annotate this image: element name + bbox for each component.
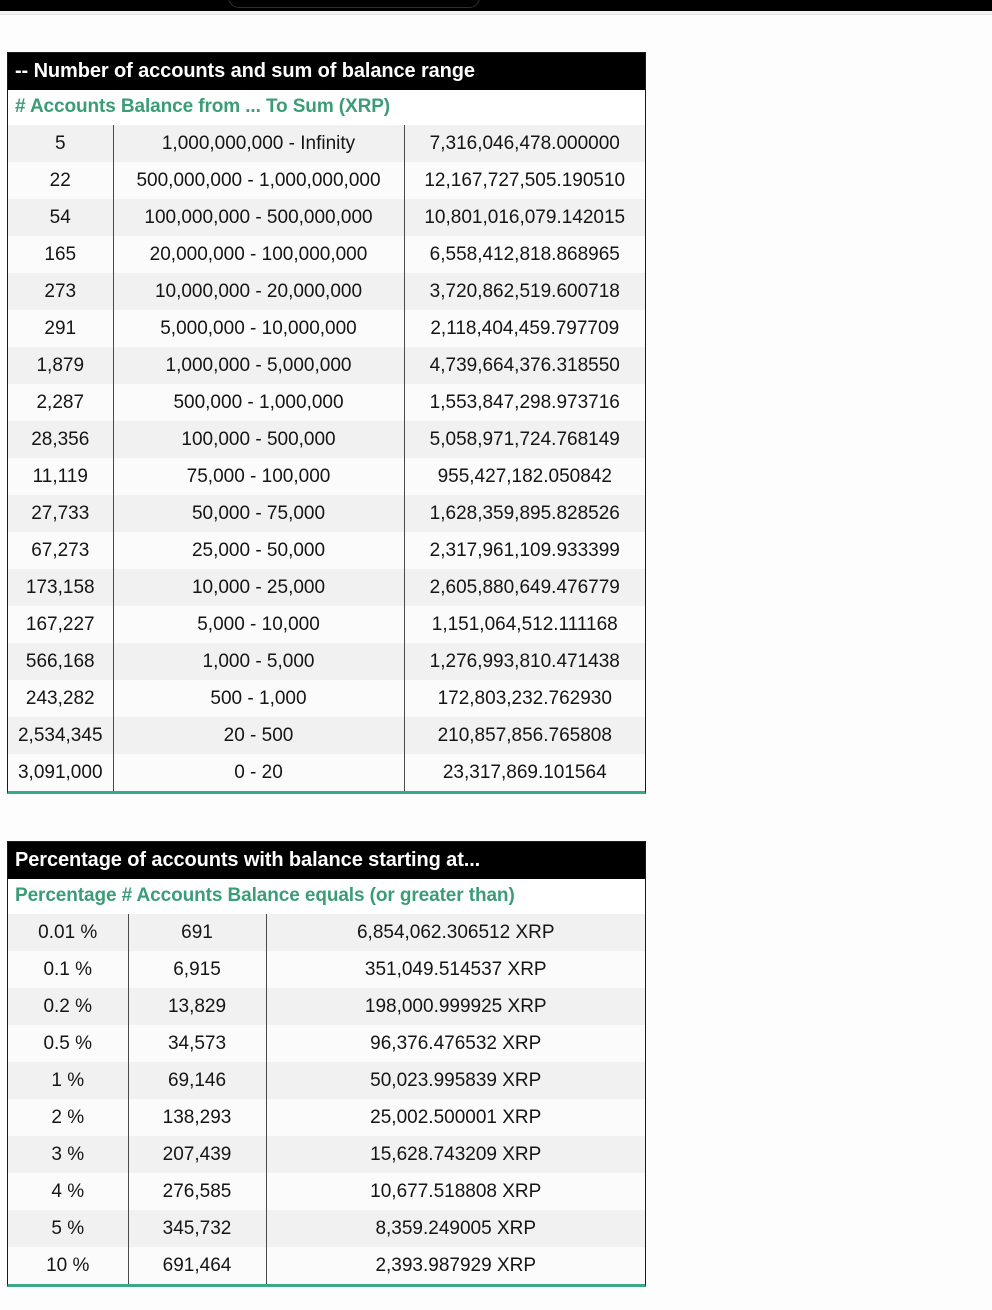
percentage-table-grid: [8, 914, 645, 1284]
table-row: [8, 606, 645, 643]
table-cell-col3: 351,049.514537 XRP: [266, 951, 645, 988]
accounts-balance-table: [7, 52, 646, 794]
accounts-table-grid: [8, 125, 645, 791]
table-cell-col3: 2,605,880,649.476779: [404, 569, 645, 606]
table-cell-col2: 20 - 500: [113, 717, 404, 754]
table-cell-col2: 1,000,000 - 5,000,000: [113, 347, 404, 384]
table-cell-col3: 1,553,847,298.973716: [404, 384, 645, 421]
accounts-table-column-headers: # Accounts Balance from ... To Sum (XRP): [8, 90, 645, 125]
address-bar-pill[interactable]: [228, 0, 480, 8]
table-cell-col2: 10,000 - 25,000: [113, 569, 404, 606]
table-cell-col3: 10,677.518808 XRP: [266, 1173, 645, 1210]
table-row: [8, 310, 645, 347]
table-cell-col1: 22: [8, 162, 113, 199]
table-cell-col1: 0.01 %: [8, 914, 128, 951]
table-row: [8, 236, 645, 273]
table-row: [8, 914, 645, 951]
table-cell-col1: 566,168: [8, 643, 113, 680]
table-cell-col1: 2,287: [8, 384, 113, 421]
table-row: [8, 125, 645, 162]
table-row: [8, 1247, 645, 1284]
table-cell-col1: 5: [8, 125, 113, 162]
table-row: [8, 1210, 645, 1247]
table-cell-col2: 500,000 - 1,000,000: [113, 384, 404, 421]
table-cell-col2: 75,000 - 100,000: [113, 458, 404, 495]
table-cell-col3: 6,854,062.306512 XRP: [266, 914, 645, 951]
table-cell-col1: 273: [8, 273, 113, 310]
table-cell-col3: 50,023.995839 XRP: [266, 1062, 645, 1099]
table-cell-col3: 96,376.476532 XRP: [266, 1025, 645, 1062]
table-cell-col1: 4 %: [8, 1173, 128, 1210]
table-row: [8, 1062, 645, 1099]
table-cell-col3: 10,801,016,079.142015: [404, 199, 645, 236]
table-cell-col3: 198,000.999925 XRP: [266, 988, 645, 1025]
table-cell-col1: 173,158: [8, 569, 113, 606]
table-cell-col1: 28,356: [8, 421, 113, 458]
table-cell-col1: 11,119: [8, 458, 113, 495]
table-cell-col2: 500,000,000 - 1,000,000,000: [113, 162, 404, 199]
table-cell-col2: 50,000 - 75,000: [113, 495, 404, 532]
table-cell-col2: 138,293: [128, 1099, 266, 1136]
table-row: [8, 643, 645, 680]
table-row: [8, 273, 645, 310]
table-cell-col2: 34,573: [128, 1025, 266, 1062]
table-row: [8, 1173, 645, 1210]
table-cell-col2: 207,439: [128, 1136, 266, 1173]
table-cell-col1: 27,733: [8, 495, 113, 532]
table-cell-col1: 291: [8, 310, 113, 347]
table-cell-col3: 210,857,856.765808: [404, 717, 645, 754]
table-cell-col1: 0.1 %: [8, 951, 128, 988]
table-cell-col3: 2,393.987929 XRP: [266, 1247, 645, 1284]
table-row: [8, 951, 645, 988]
table-row: [8, 569, 645, 606]
table-cell-col2: 6,915: [128, 951, 266, 988]
table-cell-col3: 25,002.500001 XRP: [266, 1099, 645, 1136]
table-cell-col1: 54: [8, 199, 113, 236]
table-cell-col1: 0.5 %: [8, 1025, 128, 1062]
table-row: [8, 199, 645, 236]
table-cell-col1: 165: [8, 236, 113, 273]
table-cell-col3: 6,558,412,818.868965: [404, 236, 645, 273]
table-cell-col1: 243,282: [8, 680, 113, 717]
table-row: [8, 532, 645, 569]
table-cell-col2: 345,732: [128, 1210, 266, 1247]
table-cell-col1: 2,534,345: [8, 717, 113, 754]
table-cell-col3: 172,803,232.762930: [404, 680, 645, 717]
table-cell-col3: 1,628,359,895.828526: [404, 495, 645, 532]
table-cell-col1: 5 %: [8, 1210, 128, 1247]
percentage-table-column-headers: Percentage # Accounts Balance equals (or greater than): [8, 879, 645, 914]
table-row: [8, 347, 645, 384]
table-cell-col3: 1,151,064,512.111168: [404, 606, 645, 643]
browser-chrome-bar: [0, 0, 992, 11]
table-cell-col1: 2 %: [8, 1099, 128, 1136]
table-row: [8, 384, 645, 421]
table-cell-col3: 2,118,404,459.797709: [404, 310, 645, 347]
table-cell-col2: 0 - 20: [113, 754, 404, 791]
table-row: [8, 1136, 645, 1173]
table-cell-col2: 691: [128, 914, 266, 951]
table-cell-col2: 20,000,000 - 100,000,000: [113, 236, 404, 273]
table-cell-col3: 955,427,182.050842: [404, 458, 645, 495]
table-cell-col1: 67,273: [8, 532, 113, 569]
table-row: [8, 495, 645, 532]
table-cell-col2: 691,464: [128, 1247, 266, 1284]
percentage-table-body: [8, 914, 645, 1284]
table-cell-col3: 2,317,961,109.933399: [404, 532, 645, 569]
table-cell-col1: 1,879: [8, 347, 113, 384]
table-cell-col2: 500 - 1,000: [113, 680, 404, 717]
table-cell-col1: 0.2 %: [8, 988, 128, 1025]
table-row: [8, 1099, 645, 1136]
table-cell-col2: 69,146: [128, 1062, 266, 1099]
table-cell-col2: 100,000 - 500,000: [113, 421, 404, 458]
table-row: [8, 754, 645, 791]
table-cell-col3: 7,316,046,478.000000: [404, 125, 645, 162]
table-row: [8, 680, 645, 717]
table-row: [8, 458, 645, 495]
table-cell-col3: 12,167,727,505.190510: [404, 162, 645, 199]
table-cell-col3: 3,720,862,519.600718: [404, 273, 645, 310]
percentage-table-caption: Percentage of accounts with balance starting at...: [8, 842, 645, 879]
table-cell-col1: 3 %: [8, 1136, 128, 1173]
table-cell-col2: 100,000,000 - 500,000,000: [113, 199, 404, 236]
table-cell-col3: 15,628.743209 XRP: [266, 1136, 645, 1173]
table-cell-col2: 276,585: [128, 1173, 266, 1210]
table-cell-col2: 1,000 - 5,000: [113, 643, 404, 680]
accounts-table-body: [8, 125, 645, 791]
table-cell-col1: 167,227: [8, 606, 113, 643]
table-row: [8, 988, 645, 1025]
accounts-table-caption: -- Number of accounts and sum of balance range: [8, 53, 645, 90]
page-content: [0, 15, 992, 1310]
percentage-distribution-table: [7, 841, 646, 1287]
table-row: [8, 717, 645, 754]
table-cell-col3: 23,317,869.101564: [404, 754, 645, 791]
table-row: [8, 162, 645, 199]
table-cell-col2: 1,000,000,000 - Infinity: [113, 125, 404, 162]
table-cell-col2: 10,000,000 - 20,000,000: [113, 273, 404, 310]
table-cell-col2: 13,829: [128, 988, 266, 1025]
table-row: [8, 1025, 645, 1062]
table-cell-col2: 25,000 - 50,000: [113, 532, 404, 569]
table-cell-col2: 5,000 - 10,000: [113, 606, 404, 643]
table-cell-col3: 8,359.249005 XRP: [266, 1210, 645, 1247]
table-cell-col3: 1,276,993,810.471438: [404, 643, 645, 680]
table-cell-col1: 10 %: [8, 1247, 128, 1284]
table-cell-col1: 1 %: [8, 1062, 128, 1099]
table-cell-col1: 3,091,000: [8, 754, 113, 791]
table-row: [8, 421, 645, 458]
table-cell-col3: 4,739,664,376.318550: [404, 347, 645, 384]
table-cell-col3: 5,058,971,724.768149: [404, 421, 645, 458]
table-cell-col2: 5,000,000 - 10,000,000: [113, 310, 404, 347]
